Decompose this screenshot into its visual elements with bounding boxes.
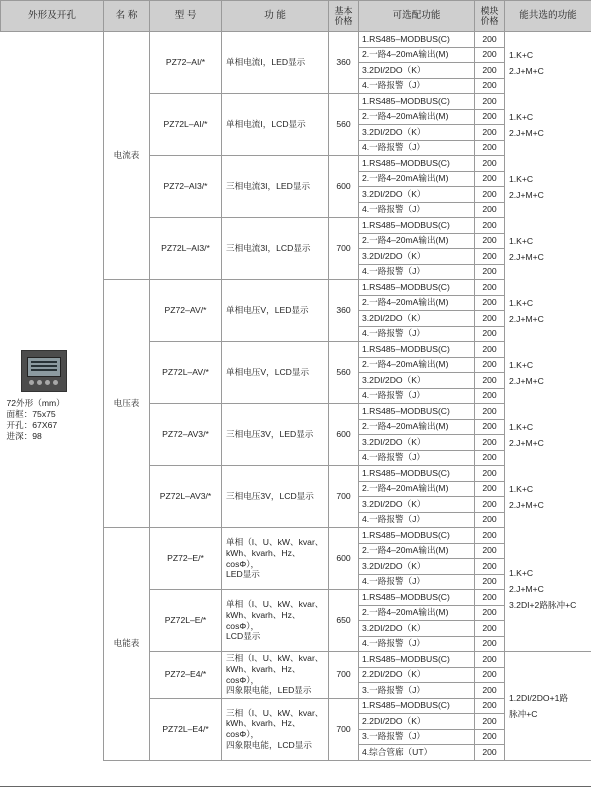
option-cell: 2.2DI/2DO（K） xyxy=(359,714,475,730)
module-price-cell: 200 xyxy=(475,652,505,668)
function-line: 三相电流3I，LCD显示 xyxy=(226,243,311,254)
option-cell: 1.RS485–MODBUS(C) xyxy=(359,698,475,714)
function-line: 四象限电能，LED显示 xyxy=(226,685,312,696)
module-price-cell: 200 xyxy=(475,481,505,497)
option-cell: 3.2DI/2DO（K） xyxy=(359,621,475,637)
function-line: 单相电压V，LCD显示 xyxy=(226,367,310,378)
function-line: LCD显示 xyxy=(226,631,261,642)
function-line: LED显示 xyxy=(226,569,260,580)
shared-function-line: 2.J+M+C xyxy=(509,584,544,595)
function-line: kWh、kvarh、Hz、cosΦ）， xyxy=(226,718,301,739)
base-price-cell: 700 xyxy=(329,698,359,760)
option-cell: 2.一路4–20mA输出(M) xyxy=(359,295,475,311)
shared-functions-cell xyxy=(505,218,591,280)
shared-function-line: 1.K+C xyxy=(509,173,534,184)
base-price-cell: 600 xyxy=(329,156,359,218)
bottom-rule xyxy=(0,786,591,787)
option-cell: 2.2DI/2DO（K） xyxy=(359,667,475,683)
module-price-cell: 200 xyxy=(475,419,505,435)
function-line: 三相（I、U、kW、kvar、 xyxy=(226,707,324,718)
function-cell xyxy=(222,466,329,528)
category-name: 电压表 xyxy=(104,280,150,528)
option-cell: 2.一路4–20mA输出(M) xyxy=(359,109,475,125)
module-price-cell: 200 xyxy=(475,497,505,513)
device-spec-line: 进深：98 xyxy=(6,431,42,441)
device-spec-line: 面框：75x75 xyxy=(6,409,56,419)
shared-functions-cell xyxy=(505,280,591,342)
header-model: 型 号 xyxy=(150,1,222,32)
header-function: 功 能 xyxy=(222,1,329,32)
model-cell: PZ72–E/* xyxy=(150,528,222,590)
option-cell: 3.2DI/2DO（K） xyxy=(359,559,475,575)
module-price-cell: 200 xyxy=(475,512,505,528)
header-base-price: 基本 价格 xyxy=(329,1,359,32)
base-price-cell: 360 xyxy=(329,280,359,342)
shared-functions-cell xyxy=(505,404,591,466)
option-cell: 2.一路4–20mA输出(M) xyxy=(359,481,475,497)
module-price-cell: 200 xyxy=(475,218,505,234)
module-price-cell: 200 xyxy=(475,140,505,156)
option-cell: 4.一路报警（J） xyxy=(359,636,475,652)
shared-functions-cell xyxy=(505,342,591,404)
shared-functions-cell xyxy=(505,652,591,761)
option-cell: 4.一路报警（J） xyxy=(359,202,475,218)
option-cell: 2.一路4–20mA输出(M) xyxy=(359,233,475,249)
shared-function-line: 1.2DI/2DO+1路 xyxy=(509,692,568,703)
option-cell: 2.一路4–20mA输出(M) xyxy=(359,419,475,435)
shared-function-line: 1.K+C xyxy=(509,568,534,579)
module-price-cell: 200 xyxy=(475,466,505,482)
shared-function-line: 2.J+M+C xyxy=(509,313,544,324)
function-cell xyxy=(222,342,329,404)
option-cell: 1.RS485–MODBUS(C) xyxy=(359,404,475,420)
option-cell: 1.RS485–MODBUS(C) xyxy=(359,342,475,358)
device-spec-line: 开孔：67X67 xyxy=(6,420,58,430)
module-price-cell: 200 xyxy=(475,388,505,404)
base-price-cell: 600 xyxy=(329,528,359,590)
function-cell xyxy=(222,156,329,218)
option-cell: 2.一路4–20mA输出(M) xyxy=(359,543,475,559)
option-cell: 4.一路报警（J） xyxy=(359,264,475,280)
function-cell xyxy=(222,218,329,280)
module-price-cell: 200 xyxy=(475,125,505,141)
module-price-cell: 200 xyxy=(475,32,505,48)
shared-functions-cell xyxy=(505,528,591,652)
model-cell: PZ72L–E/* xyxy=(150,590,222,652)
option-cell: 3.一路报警（J） xyxy=(359,683,475,699)
module-price-cell: 200 xyxy=(475,109,505,125)
base-price-cell: 360 xyxy=(329,32,359,94)
function-line: kWh、kvarh、Hz、cosΦ）， xyxy=(226,547,301,569)
function-cell xyxy=(222,698,329,760)
module-price-cell: 200 xyxy=(475,636,505,652)
shared-function-line: 1.K+C xyxy=(509,359,534,370)
option-cell: 3.2DI/2DO（K） xyxy=(359,497,475,513)
device-cell xyxy=(1,32,104,761)
function-line: 单相（I、U、kW、kvar、 xyxy=(226,537,324,548)
module-price-cell: 200 xyxy=(475,605,505,621)
module-price-cell: 200 xyxy=(475,450,505,466)
module-price-cell: 200 xyxy=(475,156,505,172)
model-cell: PZ72–AV/* xyxy=(150,280,222,342)
shared-function-line: 1.K+C xyxy=(509,297,534,308)
module-price-cell: 200 xyxy=(475,559,505,575)
option-cell: 1.RS485–MODBUS(C) xyxy=(359,32,475,48)
function-cell xyxy=(222,280,329,342)
module-price-cell: 200 xyxy=(475,745,505,761)
option-cell: 4.一路报警（J） xyxy=(359,140,475,156)
option-cell: 3.2DI/2DO（K） xyxy=(359,63,475,79)
option-cell: 2.一路4–20mA输出(M) xyxy=(359,605,475,621)
option-cell: 3.一路报警（J） xyxy=(359,729,475,745)
module-price-cell: 200 xyxy=(475,280,505,296)
function-cell xyxy=(222,94,329,156)
module-price-cell: 200 xyxy=(475,342,505,358)
function-cell xyxy=(222,590,329,652)
header-shared: 能共选的功能 xyxy=(505,1,591,32)
model-cell: PZ72L–AV3/* xyxy=(150,466,222,528)
shared-function-line: 2.J+M+C xyxy=(509,189,544,200)
function-cell xyxy=(222,652,329,699)
module-price-cell: 200 xyxy=(475,249,505,265)
module-price-cell: 200 xyxy=(475,683,505,699)
function-line: 四象限电能，LCD显示 xyxy=(226,739,312,750)
function-line: 三相电压3V，LED显示 xyxy=(226,429,314,440)
function-line: 单相电流I，LCD显示 xyxy=(226,119,306,130)
option-cell: 3.2DI/2DO（K） xyxy=(359,125,475,141)
option-cell: 4.一路报警（J） xyxy=(359,78,475,94)
base-price-cell: 600 xyxy=(329,404,359,466)
base-price-cell: 650 xyxy=(329,590,359,652)
module-price-cell: 200 xyxy=(475,714,505,730)
function-cell xyxy=(222,404,329,466)
option-cell: 4.一路报警（J） xyxy=(359,512,475,528)
module-price-cell: 200 xyxy=(475,202,505,218)
option-cell: 4.一路报警（J） xyxy=(359,326,475,342)
option-cell: 1.RS485–MODBUS(C) xyxy=(359,156,475,172)
option-cell: 2.一路4–20mA输出(M) xyxy=(359,47,475,63)
option-cell: 1.RS485–MODBUS(C) xyxy=(359,218,475,234)
function-line: 单相电压V，LED显示 xyxy=(226,305,309,316)
base-price-cell: 700 xyxy=(329,466,359,528)
header-name: 名 称 xyxy=(104,1,150,32)
function-line: 三相（I、U、kW、kvar、 xyxy=(226,653,324,664)
option-cell: 1.RS485–MODBUS(C) xyxy=(359,528,475,544)
model-cell: PZ72L–AI/* xyxy=(150,94,222,156)
module-price-cell: 200 xyxy=(475,528,505,544)
module-price-cell: 200 xyxy=(475,435,505,451)
option-cell: 1.RS485–MODBUS(C) xyxy=(359,590,475,606)
option-cell: 3.2DI/2DO（K） xyxy=(359,249,475,265)
shared-function-line: 2.J+M+C xyxy=(509,127,544,138)
module-price-cell: 200 xyxy=(475,47,505,63)
header-shape: 外形及开孔 xyxy=(1,1,104,32)
shared-function-line: 2.J+M+C xyxy=(509,437,544,448)
module-price-cell: 200 xyxy=(475,574,505,590)
model-cell: PZ72L–AV/* xyxy=(150,342,222,404)
option-cell: 1.RS485–MODBUS(C) xyxy=(359,652,475,668)
option-cell: 3.2DI/2DO（K） xyxy=(359,435,475,451)
shared-function-line: 2.J+M+C xyxy=(509,375,544,386)
category-name: 电流表 xyxy=(104,32,150,280)
shared-function-line: 1.K+C xyxy=(509,49,534,60)
function-line: kWh、kvarh、Hz、cosΦ）， xyxy=(226,664,301,685)
option-cell: 4.一路报警（J） xyxy=(359,450,475,466)
option-cell: 2.一路4–20mA输出(M) xyxy=(359,171,475,187)
base-price-cell: 560 xyxy=(329,342,359,404)
module-price-cell: 200 xyxy=(475,63,505,79)
shared-function-line: 1.K+C xyxy=(509,421,534,432)
module-price-cell: 200 xyxy=(475,326,505,342)
module-price-cell: 200 xyxy=(475,233,505,249)
option-cell: 4.一路报警（J） xyxy=(359,574,475,590)
table-header-row xyxy=(1,1,591,32)
option-cell: 4.综合管廊（UT） xyxy=(359,745,475,761)
shared-functions-cell xyxy=(505,466,591,528)
function-line: 三相电压3V，LCD显示 xyxy=(226,491,314,502)
module-price-cell: 200 xyxy=(475,373,505,389)
device-image xyxy=(21,350,67,392)
base-price-cell: 560 xyxy=(329,94,359,156)
option-cell: 3.2DI/2DO（K） xyxy=(359,187,475,203)
module-price-cell: 200 xyxy=(475,543,505,559)
module-price-cell: 200 xyxy=(475,698,505,714)
module-price-cell: 200 xyxy=(475,311,505,327)
model-cell: PZ72–E4/* xyxy=(150,652,222,699)
shared-function-line: 1.K+C xyxy=(509,111,534,122)
model-cell: PZ72L–E4/* xyxy=(150,698,222,760)
shared-functions-cell xyxy=(505,32,591,94)
module-price-cell: 200 xyxy=(475,590,505,606)
function-line: kWh、kvarh、Hz、cosΦ）， xyxy=(226,609,301,631)
option-cell: 1.RS485–MODBUS(C) xyxy=(359,280,475,296)
module-price-cell: 200 xyxy=(475,78,505,94)
module-price-cell: 200 xyxy=(475,404,505,420)
option-cell: 3.2DI/2DO（K） xyxy=(359,311,475,327)
option-row xyxy=(1,32,591,48)
module-price-cell: 200 xyxy=(475,94,505,110)
header-options: 可选配功能 xyxy=(359,1,475,32)
function-line: 三相电流3I，LED显示 xyxy=(226,181,311,192)
module-price-cell: 200 xyxy=(475,621,505,637)
option-cell: 1.RS485–MODBUS(C) xyxy=(359,94,475,110)
table-body xyxy=(1,32,591,761)
module-price-cell: 200 xyxy=(475,667,505,683)
shared-function-line: 1.K+C xyxy=(509,483,534,494)
option-cell: 1.RS485–MODBUS(C) xyxy=(359,466,475,482)
category-name: 电能表 xyxy=(104,528,150,761)
base-price-cell: 700 xyxy=(329,652,359,699)
model-cell: PZ72–AV3/* xyxy=(150,404,222,466)
function-cell xyxy=(222,528,329,590)
shared-function-line: 脉冲+C xyxy=(509,708,538,719)
shared-functions-cell xyxy=(505,156,591,218)
module-price-cell: 200 xyxy=(475,295,505,311)
option-cell: 2.一路4–20mA输出(M) xyxy=(359,357,475,373)
shared-function-line: 2.J+M+C xyxy=(509,65,544,76)
device-spec-line: 72外形（mm） xyxy=(6,398,65,408)
shared-function-line: 2.J+M+C xyxy=(509,499,544,510)
shared-function-line: 1.K+C xyxy=(509,235,534,246)
model-cell: PZ72L–AI3/* xyxy=(150,218,222,280)
module-price-cell: 200 xyxy=(475,264,505,280)
shared-function-line: 2.J+M+C xyxy=(509,251,544,262)
function-cell xyxy=(222,32,329,94)
model-cell: PZ72–AI3/* xyxy=(150,156,222,218)
shared-functions-cell xyxy=(505,94,591,156)
function-line: 单相（I、U、kW、kvar、 xyxy=(226,599,324,610)
module-price-cell: 200 xyxy=(475,187,505,203)
module-price-cell: 200 xyxy=(475,729,505,745)
header-module-price: 模块 价格 xyxy=(475,1,505,32)
option-cell: 4.一路报警（J） xyxy=(359,388,475,404)
module-price-cell: 200 xyxy=(475,357,505,373)
base-price-cell: 700 xyxy=(329,218,359,280)
function-line: 单相电流I，LED显示 xyxy=(226,57,306,68)
model-cell: PZ72–AI/* xyxy=(150,32,222,94)
shared-function-line: 3.2DI+2路脉冲+C xyxy=(509,600,577,611)
option-cell: 3.2DI/2DO（K） xyxy=(359,373,475,389)
module-price-cell: 200 xyxy=(475,171,505,187)
